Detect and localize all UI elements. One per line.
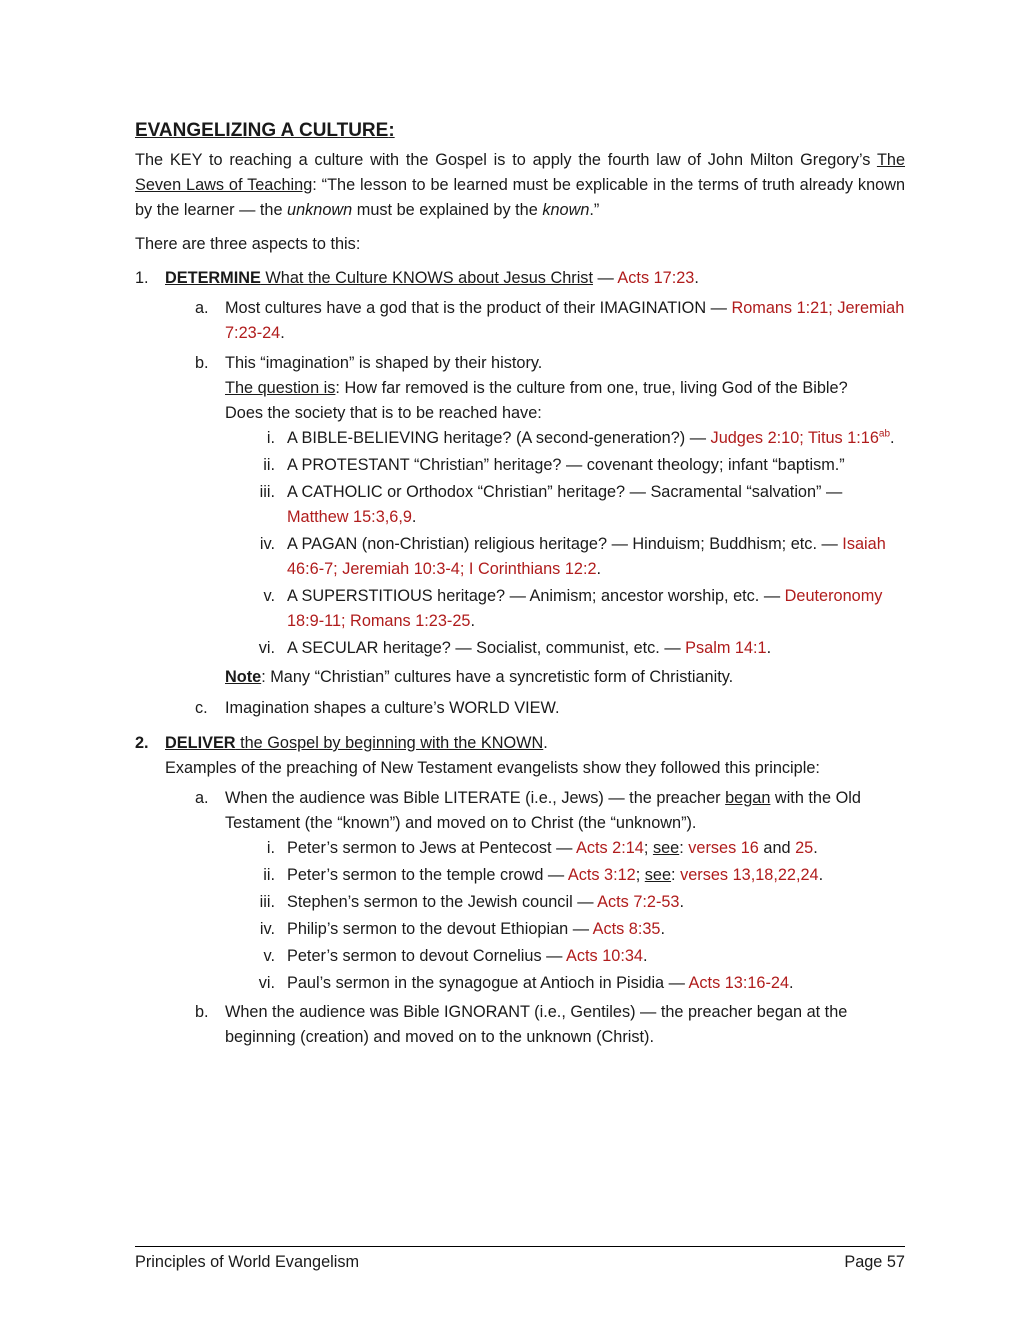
item-text: A CATHOLIC or Orthodox “Christian” heritage? — Sacramental “salvation” — — [287, 483, 843, 501]
sermon-list — [135, 836, 905, 996]
heading-text: EVANGELIZING A CULTURE — [135, 120, 389, 141]
punct: . — [789, 974, 794, 992]
intro-known: known — [542, 201, 590, 219]
roman-numeral: iii. — [259, 483, 275, 501]
scripture-ref: Psalm 14:1 — [685, 639, 767, 657]
heritage-item — [135, 480, 905, 530]
question-text: : How far removed is the culture from one, true, living God of the Bible? — [335, 379, 848, 397]
punct: . — [766, 639, 772, 657]
roman-numeral: v. — [263, 587, 275, 605]
sermon-item — [135, 944, 905, 969]
intro-paragraph — [135, 148, 905, 223]
heritage-item — [135, 532, 905, 582]
roman-numeral: v. — [263, 947, 275, 965]
roman-numeral: i. — [266, 429, 275, 447]
roman-numeral: iv. — [259, 920, 275, 938]
and-word: and — [758, 839, 796, 857]
punct: . — [660, 920, 666, 938]
note — [135, 665, 905, 690]
roman-numeral: iii. — [259, 893, 275, 911]
item-text: A SUPERSTITIOUS heritage? — Animism; ancestor worship, etc. — — [287, 587, 785, 605]
punct: . — [543, 734, 548, 752]
scripture-ref: verses 16 — [688, 839, 759, 857]
item-heading: the Gospel by beginning with the KNOWN — [235, 734, 544, 752]
roman-numeral: iv. — [259, 535, 275, 553]
item-heading: What the Culture KNOWS about Jesus Christ — [260, 269, 593, 287]
list-item-2b — [135, 1000, 905, 1050]
scripture-ref: Acts 7:2-53 — [597, 893, 680, 911]
section-heading — [135, 118, 905, 144]
see-word: see — [644, 866, 672, 884]
punct: . — [679, 893, 685, 911]
item-text: Peter’s sermon to devout Cornelius — — [287, 947, 567, 965]
scripture-ref: Acts 2:14 — [575, 839, 644, 857]
sermon-item — [135, 971, 905, 996]
item-letter: b. — [195, 354, 209, 372]
punct: . — [470, 612, 475, 630]
item-number: 2. — [135, 734, 149, 752]
scripture-ref: Acts 3:12 — [567, 866, 636, 884]
item-text: Paul’s sermon in the synagogue at Antioch in Pisidia — — [287, 974, 689, 992]
page-number: Page 57 — [844, 1253, 905, 1271]
intro-text-2: : “The lesson to be learned must be explicable in the terms of truth already known by the learner — the — [135, 176, 906, 219]
sermon-item — [135, 917, 905, 942]
item-text: A BIBLE-BELIEVING heritage? (A second-generation?) — — [287, 429, 711, 447]
item-number: 1. — [135, 269, 149, 287]
scripture-ref: Judges 2:10; Titus 1:16 — [710, 429, 879, 447]
footnote-sup: ab — [878, 428, 891, 440]
item-text: Imagination shapes a culture’s WORLD VIEW. — [225, 699, 560, 717]
sermon-item: ii. Peter’s sermon to the temple crowd — Acts 3:12; see: verses 13,18,22,24. — [135, 863, 905, 888]
punct: . — [596, 560, 602, 578]
item-text: with the Old Testament (the “known”) and moved on to Christ (the “unknown”). — [225, 789, 861, 832]
footer-title: Principles of World Evangelism — [135, 1253, 360, 1271]
footer-divider — [135, 1246, 905, 1247]
item-text: Peter’s sermon to the temple crowd — — [287, 866, 568, 884]
heritage-list — [135, 426, 905, 661]
item-text: A PAGAN (non-Christian) religious heritage? — Hinduism; Buddhism; etc. — — [287, 535, 843, 553]
scripture-ref: Acts 8:35 — [592, 920, 661, 938]
society-text: Does the society that is to be reached have: — [225, 404, 542, 422]
roman-numeral: vi. — [258, 974, 275, 992]
punct: . — [411, 508, 417, 526]
item-letter: c. — [195, 699, 208, 717]
item-text: When the audience was Bible IGNORANT (i.e., Gentiles) — the preacher began at the beginning (creation) and moved on to the unknown (Christ). — [225, 1003, 848, 1046]
item-letter: a. — [195, 299, 209, 317]
scripture-ref: Deuteronomy 18:9-11; Romans 1:23-25 — [287, 587, 883, 630]
heritage-item — [135, 453, 905, 478]
note-text: : Many “Christian” cultures have a syncretistic form of Christianity. — [261, 668, 734, 686]
punct: . — [818, 866, 824, 884]
item-text: A PROTESTANT “Christian” heritage? — covenant theology; infant “baptism.” — [287, 456, 845, 474]
heritage-item — [135, 584, 905, 634]
punct: . — [813, 839, 818, 857]
book-title: The Seven Laws of Teaching — [135, 151, 905, 194]
punct: . — [890, 429, 895, 447]
list-item-1 — [135, 266, 905, 291]
item-text: Peter’s sermon to Jews at Pentecost — — [287, 839, 576, 857]
scripture-ref: verses 13,18,22,24 — [680, 866, 819, 884]
scripture-ref: Matthew 15:3,6,9 — [287, 508, 412, 526]
intro-text-3: must be explained by the — [352, 201, 543, 219]
intro-text-1: The KEY to reaching a culture with the Gospel is to apply the fourth law of John Milton Gregory’s — [135, 151, 877, 169]
scripture-ref: Acts 10:34 — [566, 947, 643, 965]
item-text: When the audience was Bible LITERATE (i.e., Jews) — the preacher — [225, 789, 726, 807]
item-text: Most cultures have a god that is the product of their IMAGINATION — — [225, 299, 732, 317]
scripture-ref: Romans 1:21; Jeremiah 7:23-24 — [225, 299, 905, 342]
see-word: see — [652, 839, 680, 857]
note-label: Note — [225, 668, 262, 686]
item-verb: DELIVER — [165, 734, 236, 752]
roman-numeral: i. — [266, 839, 275, 857]
item-text: Stephen’s sermon to the Jewish council — — [287, 893, 598, 911]
page-content — [135, 118, 905, 1050]
punct: . — [694, 269, 699, 287]
item-letter: b. — [195, 1003, 209, 1021]
scripture-ref: 25 — [795, 839, 814, 857]
list-item-1c — [135, 696, 905, 721]
began-word: began — [725, 789, 771, 807]
heading-colon: : — [388, 120, 395, 141]
item-text: A SECULAR heritage? — Socialist, communist, etc. — — [287, 639, 686, 657]
scripture-ref: Acts 13:16-24 — [688, 974, 790, 992]
question-label: The question is — [225, 379, 336, 397]
heritage-item — [135, 636, 905, 661]
intro-unknown: unknown — [287, 201, 353, 219]
item-letter: a. — [195, 789, 209, 807]
list-item-2 — [135, 731, 905, 781]
roman-numeral: ii. — [263, 456, 275, 474]
item-text: Philip’s sermon to the devout Ethiopian — — [287, 920, 593, 938]
intro-text-4: .” — [589, 201, 600, 219]
list-item-1b — [135, 351, 905, 426]
item-text: This “imagination” is shaped by their history. — [225, 354, 543, 372]
sermon-item — [135, 890, 905, 915]
punct: . — [280, 324, 285, 342]
heritage-item — [135, 426, 905, 451]
dash: — — [592, 269, 618, 287]
scripture-ref: Isaiah 46:6-7; Jeremiah 10:3-4; I Corinthians 12:2 — [287, 535, 886, 578]
scripture-ref: Acts 17:23 — [617, 269, 695, 287]
punct: . — [642, 947, 648, 965]
item-description: Examples of the preaching of New Testament evangelists show they followed this principle: — [165, 759, 820, 777]
list-item-2a — [135, 786, 905, 836]
list-item-1a — [135, 296, 905, 346]
roman-numeral: ii. — [263, 866, 275, 884]
roman-numeral: vi. — [258, 639, 275, 657]
sermon-item: i. Peter’s sermon to Jews at Pentecost — Acts 2:14; see: verses 16 and 25. — [135, 836, 905, 861]
item-verb: DETERMINE — [165, 269, 261, 287]
aspects-intro: There are three aspects to this: — [135, 235, 361, 253]
